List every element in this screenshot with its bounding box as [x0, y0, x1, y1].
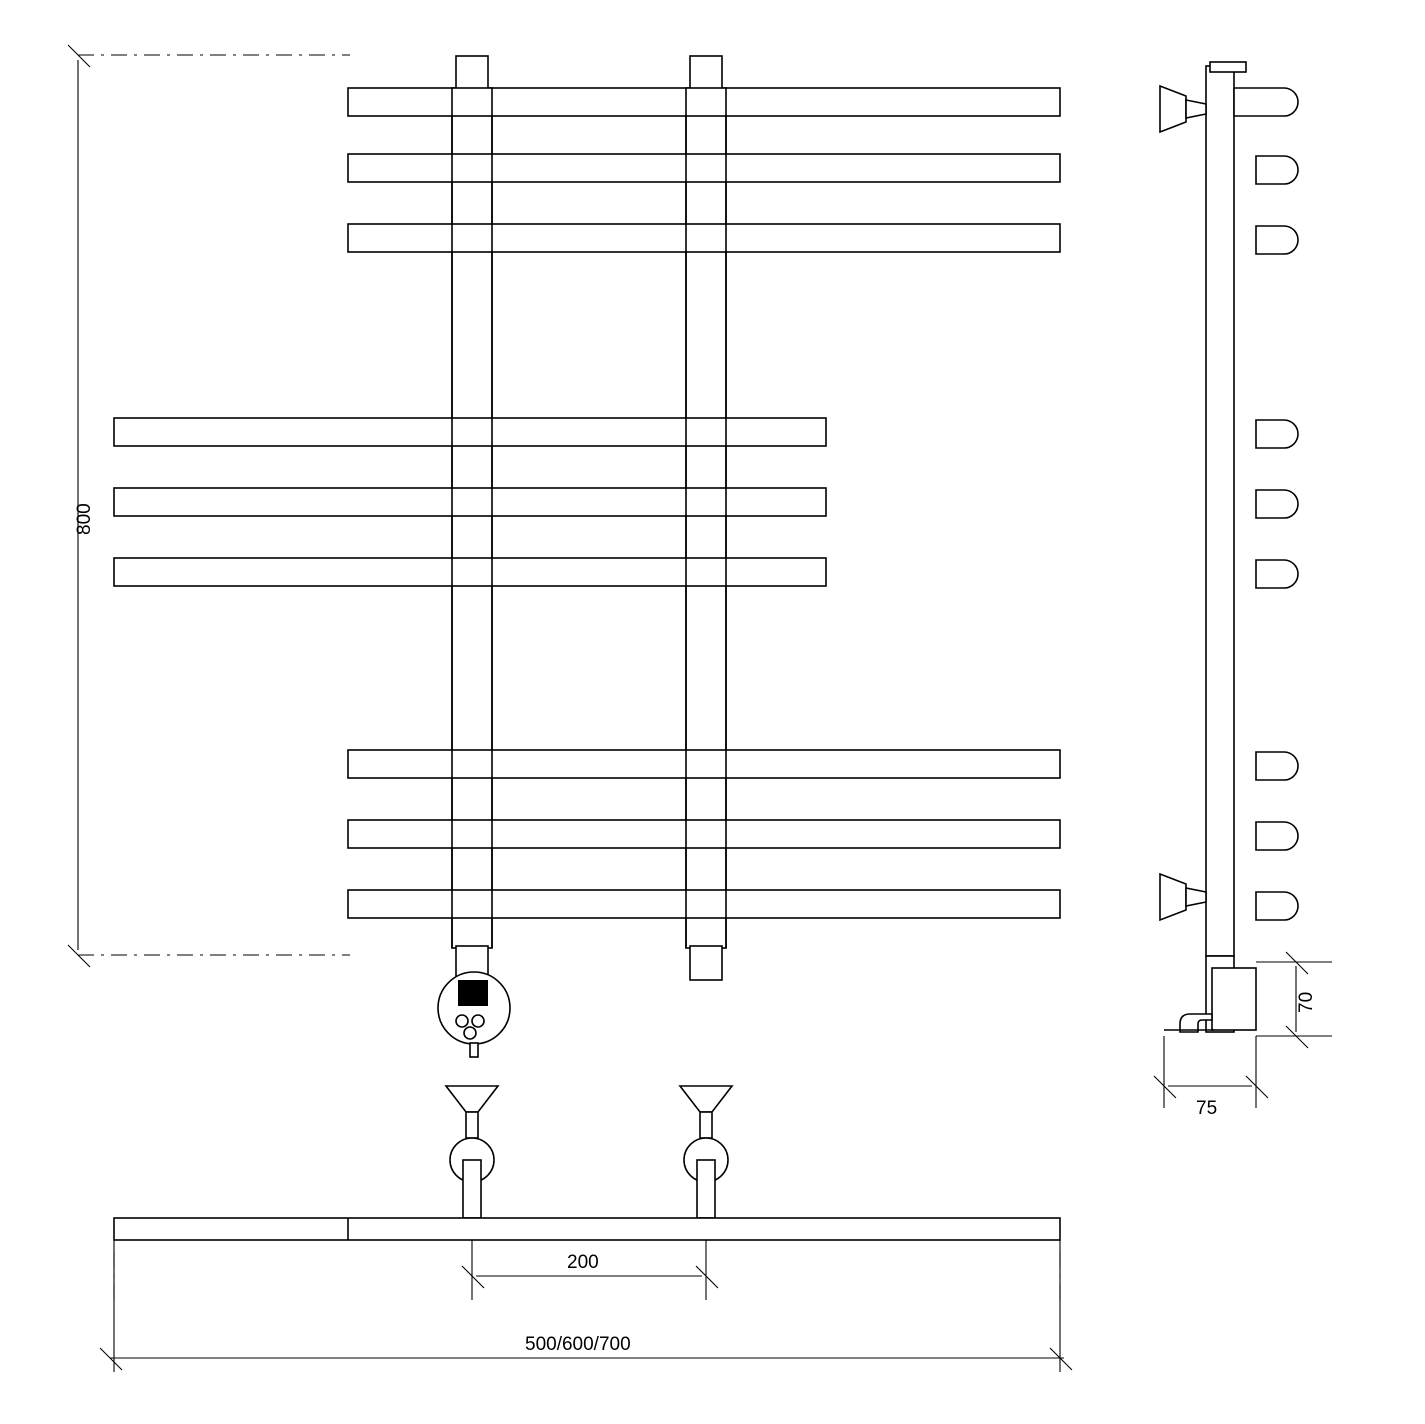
wall-bracket-top — [1160, 86, 1206, 132]
heating-element-box — [1212, 968, 1256, 1030]
plan-bracket-right — [680, 1086, 732, 1218]
bar-middle-1 — [114, 418, 826, 446]
side-bar-end-6 — [1256, 560, 1298, 588]
post-right-top-stub — [690, 56, 722, 90]
controller-button-1 — [456, 1015, 468, 1027]
side-bar-end-5 — [1256, 490, 1298, 518]
front-elevation — [114, 56, 1060, 1057]
wall-bracket-bottom — [1160, 874, 1206, 920]
thermostat-controller[interactable] — [438, 972, 510, 1057]
label-depth: 75 — [1196, 1098, 1218, 1119]
bar-top-2 — [348, 154, 1060, 182]
bar-top-3 — [348, 224, 1060, 252]
side-elevation — [1154, 62, 1332, 1108]
dimension-70 — [1256, 952, 1332, 1048]
side-bar-ends — [1234, 88, 1298, 920]
vertical-post-left — [452, 88, 492, 948]
bar-top-1 — [348, 88, 1060, 116]
plan-bracket-left — [446, 1086, 498, 1218]
bar-bottom-2 — [348, 820, 1060, 848]
bar-bottom-1 — [348, 750, 1060, 778]
bar-middle-3 — [114, 558, 826, 586]
controller-display — [458, 980, 488, 1006]
top-plan-view — [100, 1086, 1072, 1372]
controller-cable — [470, 1043, 478, 1057]
label-spacing: 200 — [567, 1252, 599, 1273]
controller-button-3 — [464, 1027, 476, 1039]
side-vertical-tube — [1206, 66, 1234, 956]
label-width: 500/600/700 — [525, 1334, 631, 1355]
bar-bottom-3 — [348, 890, 1060, 918]
side-bar-end-8 — [1256, 822, 1298, 850]
side-bar-end-3 — [1256, 226, 1298, 254]
vertical-post-right — [686, 88, 726, 948]
controller-button-2 — [472, 1015, 484, 1027]
label-height: 800 — [74, 503, 95, 535]
plan-rail — [114, 1218, 1060, 1240]
side-bar-end-9 — [1256, 892, 1298, 920]
side-bar-end-1 — [1234, 88, 1298, 116]
post-right-bottom-stub — [690, 946, 722, 980]
bar-middle-2 — [114, 488, 826, 516]
side-top-cap — [1210, 62, 1246, 72]
post-left-top-stub — [456, 56, 488, 90]
label-connector: 70 — [1296, 991, 1317, 1013]
post-edge-overlay — [452, 88, 726, 948]
side-bar-end-4 — [1256, 420, 1298, 448]
side-bar-end-7 — [1256, 752, 1298, 780]
side-bar-end-2 — [1256, 156, 1298, 184]
